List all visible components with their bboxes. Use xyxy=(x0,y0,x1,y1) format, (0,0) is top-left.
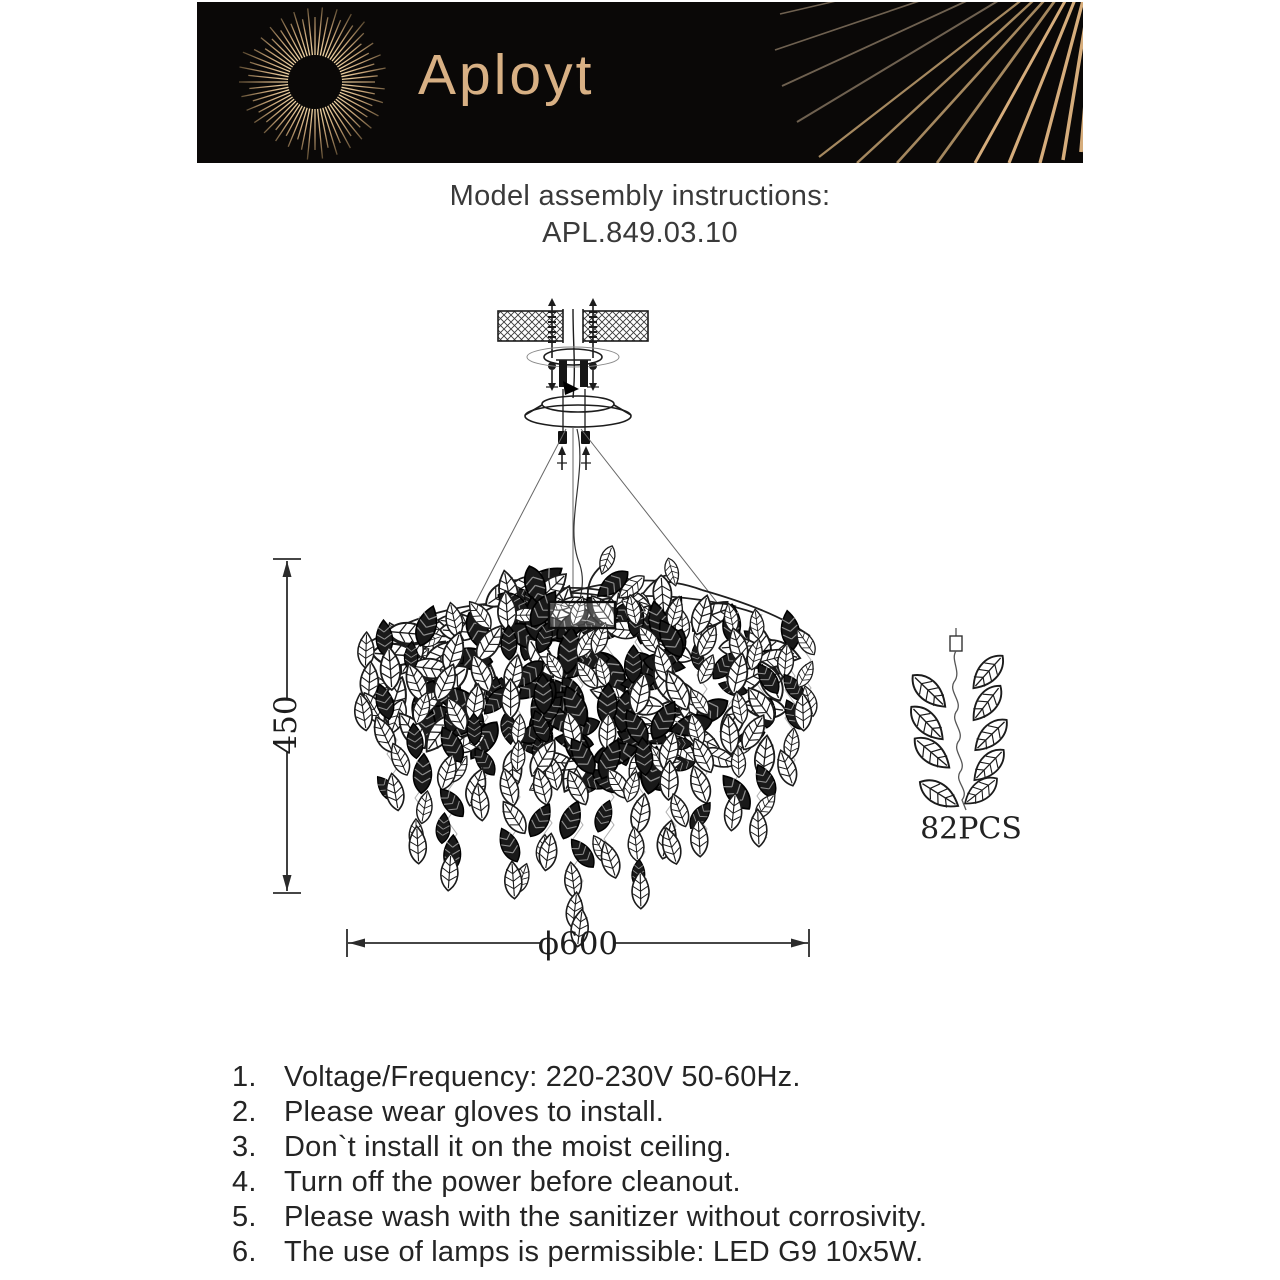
brand-logo-text: Aployt xyxy=(418,43,595,107)
instruction-item xyxy=(232,1060,1132,1095)
driver-box-drawing xyxy=(549,602,615,628)
instruction-text: Don`t install it on the moist ceiling. xyxy=(284,1131,732,1163)
model-number: APL.849.03.10 xyxy=(542,217,738,249)
parts-count-label: 82PCS xyxy=(920,811,1022,847)
insert-arrow-icon xyxy=(563,381,579,395)
height-dimension-label: 450 xyxy=(268,695,304,755)
instruction-number: 2. xyxy=(232,1096,257,1128)
instruction-item xyxy=(232,1130,1132,1165)
instruction-item xyxy=(232,1165,1132,1200)
leaf-strand-drawing xyxy=(904,628,1013,815)
instruction-number: 6. xyxy=(232,1236,257,1268)
page-title: Model assembly instructions: xyxy=(449,180,831,212)
instruction-number: 5. xyxy=(232,1201,257,1233)
diameter-dimension-label: ϕ600 xyxy=(537,926,619,962)
instruction-text: Voltage/Frequency: 220-230V 50-60Hz. xyxy=(284,1061,801,1093)
instruction-text: The use of lamps is permissible: LED G9 10x5W. xyxy=(284,1236,924,1268)
instruction-item xyxy=(232,1200,1132,1235)
instruction-item xyxy=(232,1235,1132,1270)
instruction-text: Turn off the power before cleanout. xyxy=(284,1166,741,1198)
instruction-item xyxy=(232,1095,1132,1130)
instruction-text: Please wear gloves to install. xyxy=(284,1096,664,1128)
instruction-number: 1. xyxy=(232,1061,257,1093)
instruction-text: Please wash with the sanitizer without corrosivity. xyxy=(284,1201,928,1233)
canopy-drawing xyxy=(525,396,631,427)
cable-gripper-arrows xyxy=(557,446,591,470)
instruction-number: 3. xyxy=(232,1131,257,1163)
instruction-number: 4. xyxy=(232,1166,257,1198)
instructions-list xyxy=(232,1060,1132,1270)
